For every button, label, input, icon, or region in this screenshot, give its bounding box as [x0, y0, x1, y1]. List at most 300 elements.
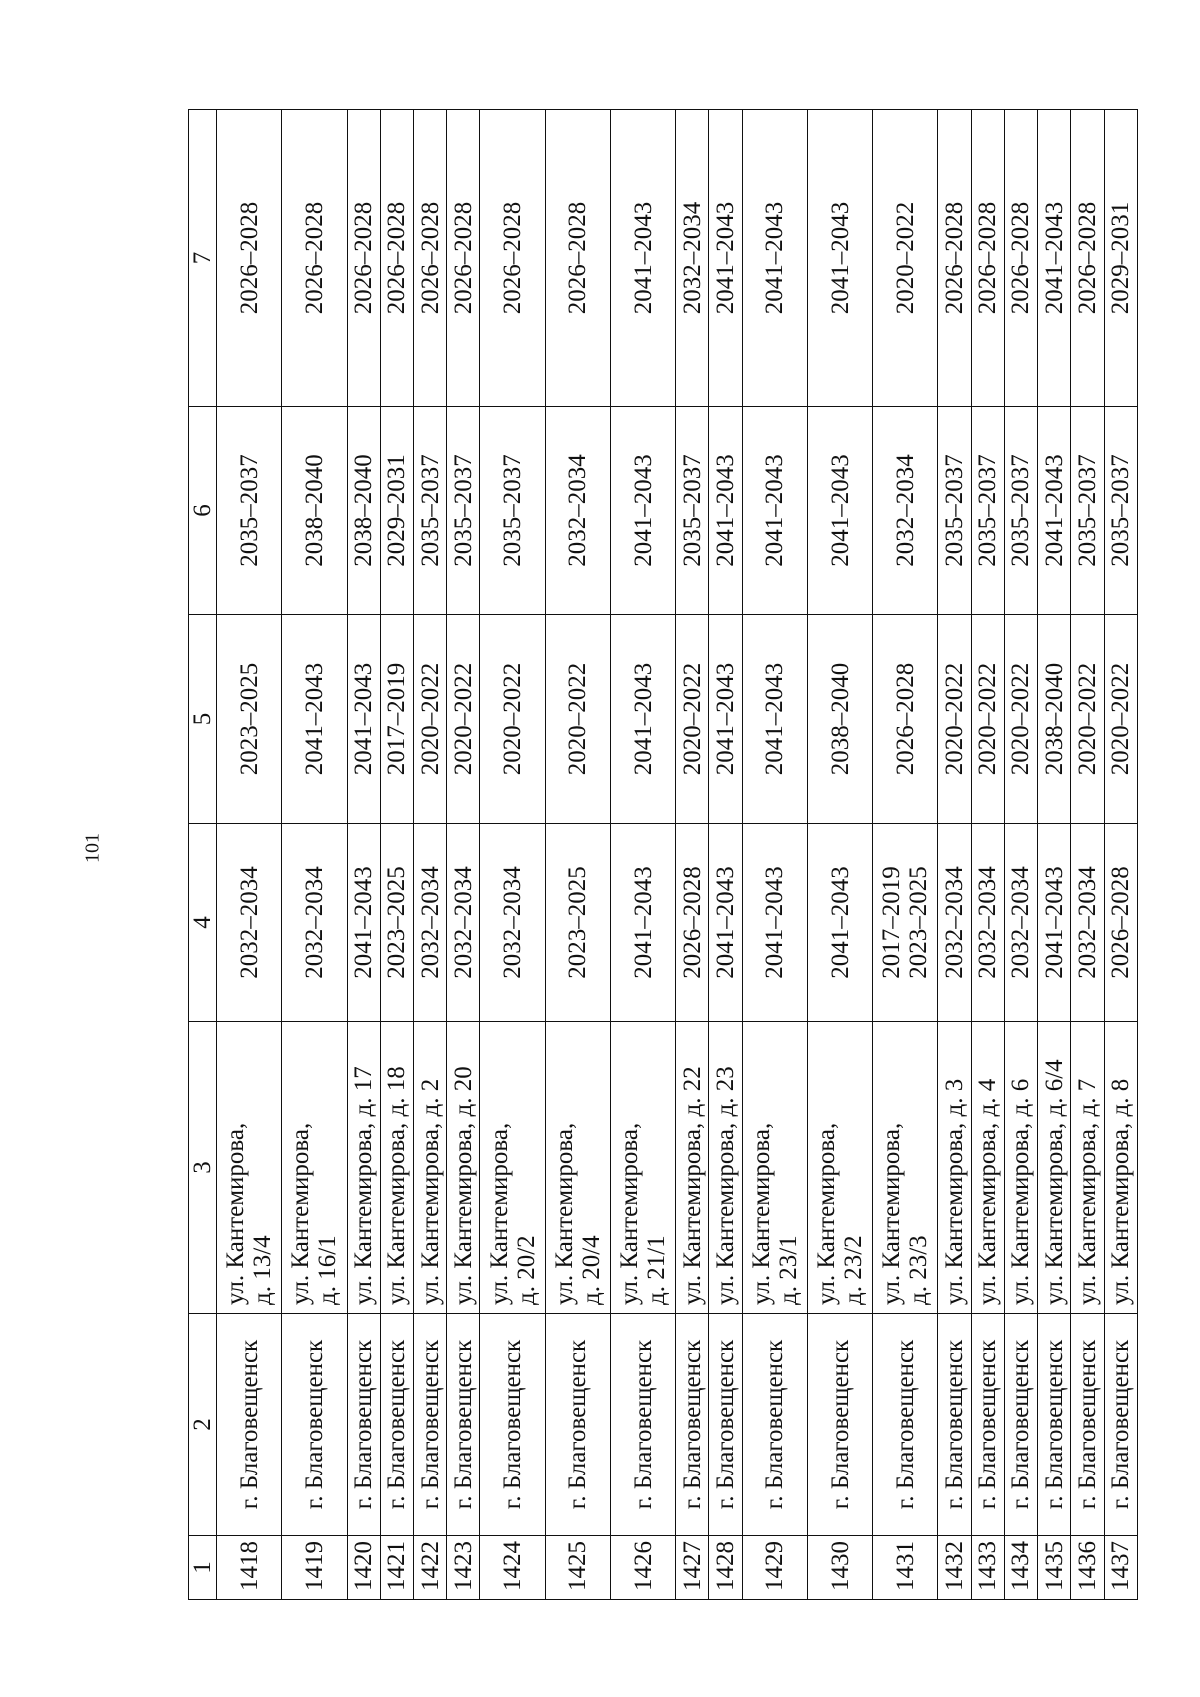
cell-period-5 — [807, 615, 872, 824]
cell-period-6-text: 2041–2043 — [712, 454, 740, 567]
cell-city — [1038, 1314, 1071, 1536]
cell-period-4-text: 2041–2043 — [826, 866, 854, 979]
cell-number — [1038, 1536, 1071, 1600]
cell-period-4-text: 2032–2034 — [974, 866, 1002, 979]
cell-period-4 — [545, 824, 610, 1022]
cell-period-7-text: 2032–2034 — [678, 201, 706, 315]
cell-period-5 — [971, 615, 1004, 824]
cell-city-text: г. Благовещенск — [826, 1339, 854, 1510]
cell-number — [282, 1536, 347, 1600]
cell-period-5-text: 2041–2043 — [300, 662, 328, 776]
cell-number — [610, 1536, 675, 1600]
column-header-7: 7 — [189, 110, 217, 407]
cell-period-7 — [380, 110, 413, 407]
column-header-5: 5 — [189, 615, 217, 824]
cell-address-text: ул. Кантемирова, д. 18 — [383, 1066, 411, 1305]
cell-period-6 — [1038, 407, 1071, 615]
cell-period-4 — [480, 824, 545, 1022]
table-row — [1038, 110, 1071, 1600]
cell-address-text: д. 21/1 — [643, 1235, 671, 1305]
cell-period-4-text: 2026–2028 — [1107, 866, 1135, 979]
cell-period-7-text: 2041–2043 — [1040, 201, 1068, 315]
table-row — [1004, 110, 1037, 1600]
cell-period-4 — [676, 824, 709, 1022]
cell-period-7-text: 2026–2028 — [974, 201, 1002, 315]
cell-period-5-text: 2041–2043 — [712, 662, 740, 776]
cell-period-4-text: 2023–2025 — [383, 866, 411, 979]
cell-period-5-text: 2020–2022 — [1073, 662, 1101, 776]
cell-period-4 — [709, 824, 742, 1022]
cell-number — [447, 1536, 480, 1600]
cell-number — [742, 1536, 807, 1600]
cell-period-5 — [413, 615, 446, 824]
cell-address — [480, 1022, 545, 1314]
cell-period-6 — [742, 407, 807, 615]
cell-city — [807, 1314, 872, 1536]
cell-period-4 — [807, 824, 872, 1022]
cell-period-6-text: 2041–2043 — [826, 454, 854, 567]
cell-period-6-text: 2035–2037 — [974, 454, 1002, 567]
table-row — [742, 110, 807, 1600]
cell-period-4 — [1104, 824, 1137, 1022]
cell-period-5-text: 2020–2022 — [499, 662, 527, 776]
cell-period-7 — [447, 110, 480, 407]
cell-period-6 — [217, 407, 282, 615]
cell-period-4 — [971, 824, 1004, 1022]
cell-city-text: г. Благовещенск — [416, 1339, 444, 1510]
cell-city-text: г. Благовещенск — [678, 1339, 706, 1510]
cell-city-text: г. Благовещенск — [941, 1339, 969, 1510]
cell-period-7-text: 2026–2028 — [449, 201, 477, 315]
cell-city-text: г. Благовещенск — [629, 1339, 657, 1510]
cell-city-text: г. Благовещенск — [499, 1339, 527, 1510]
cell-number-text: 1424 — [499, 1541, 527, 1591]
cell-period-5-text: 2020–2022 — [1107, 662, 1135, 776]
cell-period-4 — [282, 824, 347, 1022]
cell-number-text: 1420 — [350, 1541, 378, 1591]
cell-city-text: г. Благовещенск — [712, 1339, 740, 1510]
cell-period-4-text: 2032–2034 — [449, 866, 477, 979]
cell-number — [413, 1536, 446, 1600]
cell-period-4-text: 2026–2028 — [678, 866, 706, 979]
cell-number-text: 1435 — [1040, 1541, 1068, 1591]
cell-period-7-text: 2020–2022 — [891, 201, 919, 315]
cell-period-4 — [742, 824, 807, 1022]
cell-address-text: ул. Кантемирова, д. 23 — [712, 1066, 740, 1305]
cell-address-text: ул. Кантемирова, — [813, 1122, 841, 1305]
table-row — [545, 110, 610, 1600]
cell-address-text: ул. Кантемирова, д. 4 — [974, 1078, 1002, 1305]
cell-city-text: г. Благовещенск — [761, 1339, 789, 1510]
cell-city — [480, 1314, 545, 1536]
cell-period-4-text: 2041–2043 — [761, 866, 789, 979]
cell-period-5 — [447, 615, 480, 824]
cell-address-text: д. 13/4 — [249, 1235, 277, 1305]
cell-period-6-text: 2035–2037 — [1007, 454, 1035, 567]
cell-period-5 — [282, 615, 347, 824]
cell-period-5-text: 2020–2022 — [449, 662, 477, 776]
cell-period-7 — [413, 110, 446, 407]
cell-city-text: г. Благовещенск — [1107, 1339, 1135, 1510]
cell-number — [380, 1536, 413, 1600]
cell-period-6-text: 2035–2037 — [499, 454, 527, 567]
cell-number — [1104, 1536, 1137, 1600]
cell-city — [413, 1314, 446, 1536]
cell-period-6 — [971, 407, 1004, 615]
cell-period-5-text: 2041–2043 — [761, 662, 789, 776]
cell-number-text: 1429 — [761, 1541, 789, 1591]
cell-period-7-text: 2029–2031 — [1107, 201, 1135, 315]
cell-period-6 — [1104, 407, 1137, 615]
cell-period-5-text: 2020–2022 — [941, 662, 969, 776]
cell-period-7-text: 2026–2028 — [1007, 201, 1035, 315]
table-row — [480, 110, 545, 1600]
cell-period-7 — [282, 110, 347, 407]
cell-address-text: ул. Кантемирова, д. 8 — [1107, 1078, 1135, 1305]
cell-number-text: 1434 — [1007, 1541, 1035, 1591]
cell-city — [447, 1314, 480, 1536]
cell-number — [709, 1536, 742, 1600]
cell-city — [282, 1314, 347, 1536]
cell-address-text: ул. Кантемирова, — [485, 1122, 513, 1305]
cell-period-5-text: 2038–2040 — [826, 662, 854, 776]
column-header-3: 3 — [189, 1022, 217, 1314]
cell-period-4 — [380, 824, 413, 1022]
cell-number-text: 1430 — [826, 1541, 854, 1591]
cell-period-6-text: 2041–2043 — [1040, 454, 1068, 567]
cell-period-7-text: 2041–2043 — [761, 201, 789, 315]
cell-period-7 — [971, 110, 1004, 407]
cell-number — [480, 1536, 545, 1600]
cell-address — [1004, 1022, 1037, 1314]
cell-period-4-text: 2041–2043 — [1040, 866, 1068, 979]
cell-address-text: ул. Кантемирова, д. 20 — [449, 1066, 477, 1305]
cell-period-4 — [938, 824, 971, 1022]
data-table — [188, 109, 1138, 1600]
cell-address — [873, 1022, 938, 1314]
cell-period-7 — [873, 110, 938, 407]
cell-city — [1071, 1314, 1104, 1536]
cell-period-5 — [545, 615, 610, 824]
cell-period-6-text: 2041–2043 — [761, 454, 789, 567]
cell-number-text: 1431 — [891, 1541, 919, 1591]
table-row — [938, 110, 971, 1600]
cell-period-7-text: 2041–2043 — [629, 201, 657, 315]
cell-period-5 — [676, 615, 709, 824]
table-row — [347, 110, 380, 1600]
cell-number-text: 1425 — [564, 1541, 592, 1591]
cell-address-text: д. 23/2 — [840, 1235, 868, 1305]
cell-city-text: г. Благовещенск — [1073, 1339, 1101, 1510]
cell-number-text: 1422 — [416, 1541, 444, 1591]
cell-period-6 — [282, 407, 347, 615]
cell-period-6-text: 2032–2034 — [891, 454, 919, 567]
cell-period-5 — [1004, 615, 1037, 824]
cell-period-7 — [610, 110, 675, 407]
table-row — [709, 110, 742, 1600]
cell-period-4 — [347, 824, 380, 1022]
cell-period-5 — [1071, 615, 1104, 824]
cell-number-text: 1423 — [449, 1541, 477, 1591]
cell-address-text: д. 23/1 — [774, 1235, 802, 1305]
cell-period-6-text: 2038–2040 — [350, 454, 378, 567]
table-row — [971, 110, 1004, 1600]
cell-period-4-text: 2023–2025 — [564, 866, 592, 979]
cell-period-6-text: 2035–2037 — [449, 454, 477, 567]
cell-number — [1071, 1536, 1104, 1600]
cell-period-5-text: 2020–2022 — [564, 662, 592, 776]
cell-city-text: г. Благовещенск — [350, 1339, 378, 1510]
cell-period-5 — [1104, 615, 1137, 824]
cell-city — [676, 1314, 709, 1536]
cell-address-text: ул. Кантемирова, — [287, 1122, 315, 1305]
cell-address — [447, 1022, 480, 1314]
cell-period-5 — [938, 615, 971, 824]
cell-period-6-text: 2035–2037 — [941, 454, 969, 567]
cell-period-7 — [480, 110, 545, 407]
cell-period-6 — [545, 407, 610, 615]
cell-city — [610, 1314, 675, 1536]
cell-number — [807, 1536, 872, 1600]
table-row — [1071, 110, 1104, 1600]
cell-period-6 — [413, 407, 446, 615]
cell-number — [971, 1536, 1004, 1600]
table-row — [873, 110, 938, 1600]
cell-period-7 — [1004, 110, 1037, 407]
cell-period-6-text: 2035–2037 — [416, 454, 444, 567]
cell-city — [1104, 1314, 1137, 1536]
cell-number-text: 1426 — [629, 1541, 657, 1591]
rotated-table-container — [188, 110, 1138, 1600]
cell-period-7 — [1071, 110, 1104, 407]
cell-city-text: г. Благовещенск — [235, 1339, 263, 1510]
cell-number — [1004, 1536, 1037, 1600]
cell-period-4-text: 2041–2043 — [712, 866, 740, 979]
cell-period-4 — [610, 824, 675, 1022]
column-header-2: 2 — [189, 1314, 217, 1536]
cell-address — [413, 1022, 446, 1314]
cell-address-text: ул. Кантемирова, — [747, 1122, 775, 1305]
cell-number-text: 1419 — [300, 1541, 328, 1591]
cell-city-text: г. Благовещенск — [891, 1339, 919, 1510]
column-header-6: 6 — [189, 407, 217, 615]
cell-city-text: г. Благовещенск — [974, 1339, 1002, 1510]
cell-number-text: 1436 — [1073, 1541, 1101, 1591]
cell-period-4 — [1071, 824, 1104, 1022]
cell-number-text: 1418 — [235, 1541, 263, 1591]
cell-city — [380, 1314, 413, 1536]
cell-period-6-text: 2035–2037 — [1073, 454, 1101, 567]
cell-period-6-text: 2038–2040 — [300, 454, 328, 567]
cell-period-7-text: 2026–2028 — [350, 201, 378, 315]
cell-period-4 — [217, 824, 282, 1022]
cell-number-text: 1432 — [941, 1541, 969, 1591]
cell-address-text: ул. Кантемирова, д. 3 — [941, 1078, 969, 1305]
cell-address — [807, 1022, 872, 1314]
cell-period-6 — [873, 407, 938, 615]
cell-period-7-text: 2026–2028 — [941, 201, 969, 315]
cell-address-text: д. 20/4 — [577, 1235, 605, 1305]
cell-address — [676, 1022, 709, 1314]
cell-number-text: 1433 — [974, 1541, 1002, 1591]
cell-period-7 — [938, 110, 971, 407]
cell-period-6-text: 2035–2037 — [1107, 454, 1135, 567]
cell-address — [1038, 1022, 1071, 1314]
cell-period-6 — [1004, 407, 1037, 615]
cell-period-4-text: 2017–2019 — [878, 866, 906, 979]
cell-address-text: ул. Кантемирова, д. 17 — [350, 1066, 378, 1305]
table-row — [380, 110, 413, 1600]
cell-period-7 — [1038, 110, 1071, 407]
cell-period-7-text: 2026–2028 — [499, 201, 527, 315]
cell-number-text: 1421 — [383, 1541, 411, 1591]
cell-address-text: д. 23/3 — [905, 1235, 933, 1305]
cell-city-text: г. Благовещенск — [300, 1339, 328, 1510]
cell-address — [971, 1022, 1004, 1314]
cell-period-5 — [742, 615, 807, 824]
cell-period-7-text: 2026–2028 — [383, 201, 411, 315]
cell-number-text: 1437 — [1107, 1541, 1135, 1591]
cell-number — [938, 1536, 971, 1600]
cell-city — [971, 1314, 1004, 1536]
cell-period-4-text: 2032–2034 — [499, 866, 527, 979]
cell-number — [545, 1536, 610, 1600]
header-row — [189, 110, 217, 1600]
cell-address-text: ул. Кантемирова, д. 6/4 — [1040, 1059, 1068, 1305]
table-row — [282, 110, 347, 1600]
cell-period-5 — [873, 615, 938, 824]
cell-address — [217, 1022, 282, 1314]
cell-period-5 — [217, 615, 282, 824]
cell-period-6 — [676, 407, 709, 615]
cell-city-text: г. Благовещенск — [564, 1339, 592, 1510]
cell-period-4 — [1038, 824, 1071, 1022]
cell-period-4-text: 2032–2034 — [941, 866, 969, 979]
cell-period-7 — [217, 110, 282, 407]
cell-number — [347, 1536, 380, 1600]
cell-period-6 — [480, 407, 545, 615]
table-row — [1104, 110, 1137, 1600]
cell-period-5-text: 2023–2025 — [235, 662, 263, 776]
cell-city-text: г. Благовещенск — [1040, 1339, 1068, 1510]
cell-period-6 — [938, 407, 971, 615]
cell-period-4-text: 2023–2025 — [905, 866, 933, 979]
cell-period-5-text: 2026–2028 — [891, 662, 919, 776]
cell-period-5-text: 2017–2019 — [383, 662, 411, 776]
cell-city — [709, 1314, 742, 1536]
cell-period-7 — [807, 110, 872, 407]
cell-period-7 — [1104, 110, 1137, 407]
cell-period-7 — [676, 110, 709, 407]
table-row — [676, 110, 709, 1600]
cell-period-6-text: 2041–2043 — [629, 454, 657, 567]
cell-period-6-text: 2032–2034 — [564, 454, 592, 567]
cell-address-text: ул. Кантемирова, д. 2 — [416, 1078, 444, 1305]
table-row — [610, 110, 675, 1600]
cell-period-7-text: 2041–2043 — [712, 201, 740, 315]
cell-city-text: г. Благовещенск — [383, 1339, 411, 1510]
cell-address-text: д. 16/1 — [314, 1235, 342, 1305]
cell-number — [873, 1536, 938, 1600]
cell-period-6 — [380, 407, 413, 615]
cell-city — [217, 1314, 282, 1536]
cell-period-5-text: 2041–2043 — [350, 662, 378, 776]
cell-period-5-text: 2020–2022 — [974, 662, 1002, 776]
cell-period-5-text: 2020–2022 — [678, 662, 706, 776]
cell-period-4-text: 2032–2034 — [1073, 866, 1101, 979]
cell-period-6-text: 2035–2037 — [678, 454, 706, 567]
cell-address-text: ул. Кантемирова, д. 7 — [1073, 1078, 1101, 1305]
cell-address — [1071, 1022, 1104, 1314]
cell-period-4-text: 2032–2034 — [416, 866, 444, 979]
cell-period-7-text: 2026–2028 — [1073, 201, 1101, 315]
cell-address — [709, 1022, 742, 1314]
cell-period-4-text: 2032–2034 — [1007, 866, 1035, 979]
cell-period-5-text: 2038–2040 — [1040, 662, 1068, 776]
cell-number-text: 1427 — [678, 1541, 706, 1591]
cell-period-7 — [347, 110, 380, 407]
cell-period-7 — [545, 110, 610, 407]
table-row — [413, 110, 446, 1600]
cell-address — [545, 1022, 610, 1314]
cell-period-5 — [1038, 615, 1071, 824]
cell-city — [545, 1314, 610, 1536]
cell-period-6 — [709, 407, 742, 615]
column-header-4: 4 — [189, 824, 217, 1022]
cell-number — [676, 1536, 709, 1600]
table-row — [807, 110, 872, 1600]
cell-address-text: д. 20/2 — [512, 1235, 540, 1305]
cell-period-7-text: 2041–2043 — [826, 201, 854, 315]
table-body — [217, 110, 1138, 1600]
cell-city — [742, 1314, 807, 1536]
cell-period-6 — [610, 407, 675, 615]
cell-period-4 — [1004, 824, 1037, 1022]
cell-period-6 — [1071, 407, 1104, 615]
cell-period-6 — [807, 407, 872, 615]
cell-address — [1104, 1022, 1137, 1314]
cell-period-5 — [380, 615, 413, 824]
cell-period-5-text: 2041–2043 — [629, 662, 657, 776]
cell-city-text: г. Благовещенск — [1007, 1339, 1035, 1510]
cell-city — [873, 1314, 938, 1536]
table-row — [217, 110, 282, 1600]
cell-address-text: ул. Кантемирова, — [550, 1122, 578, 1305]
cell-period-4-text: 2032–2034 — [300, 866, 328, 979]
cell-period-7 — [709, 110, 742, 407]
cell-city — [347, 1314, 380, 1536]
cell-period-7-text: 2026–2028 — [300, 201, 328, 315]
cell-period-5 — [347, 615, 380, 824]
cell-address — [610, 1022, 675, 1314]
cell-address-text: ул. Кантемирова, — [878, 1122, 906, 1305]
cell-period-5 — [480, 615, 545, 824]
cell-period-6 — [347, 407, 380, 615]
cell-period-4-text: 2041–2043 — [629, 866, 657, 979]
cell-period-7-text: 2026–2028 — [235, 201, 263, 315]
cell-period-6-text: 2029–2031 — [383, 454, 411, 567]
cell-city — [938, 1314, 971, 1536]
cell-city — [1004, 1314, 1037, 1536]
cell-period-7-text: 2026–2028 — [564, 201, 592, 315]
cell-period-5 — [709, 615, 742, 824]
cell-address — [380, 1022, 413, 1314]
cell-address-text: ул. Кантемирова, — [616, 1122, 644, 1305]
cell-period-5 — [610, 615, 675, 824]
cell-address-text: ул. Кантемирова, д. 6 — [1007, 1078, 1035, 1305]
cell-period-4 — [873, 824, 938, 1022]
cell-period-6 — [447, 407, 480, 615]
